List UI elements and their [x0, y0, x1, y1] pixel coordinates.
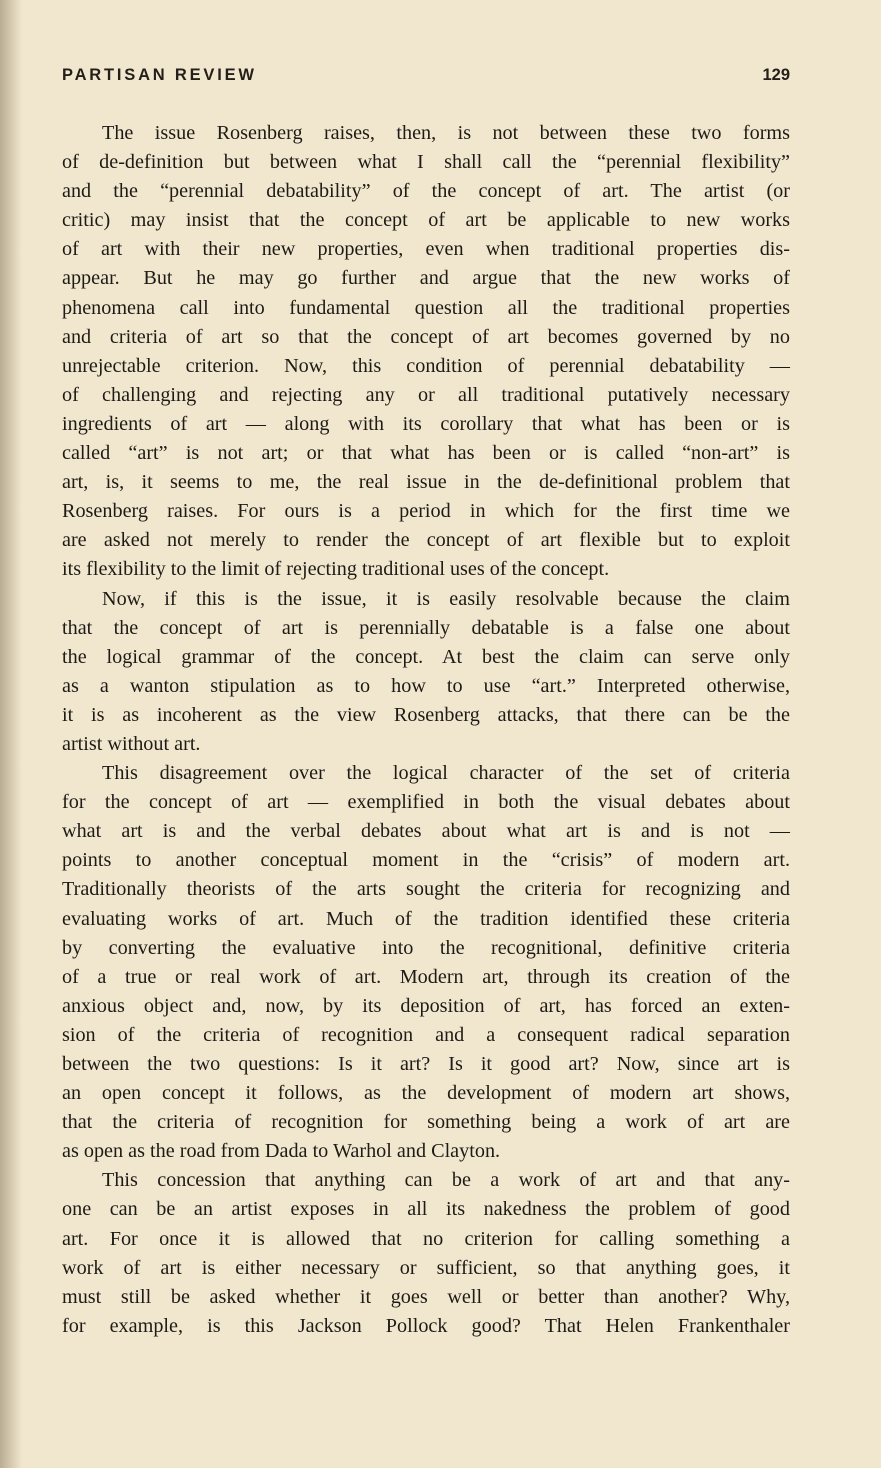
- text-line: must still be asked whether it goes well or better than another? Why,: [62, 1285, 790, 1308]
- text-line: called “art” is not art; or that what has been or is called “non-art” is: [62, 442, 790, 465]
- page-gutter-shadow: [0, 0, 22, 1468]
- text-line: art. For once it is allowed that no criterion for calling something a: [62, 1227, 790, 1250]
- text-line: it is as incoherent as the view Rosenberg attacks, that there can be the: [62, 703, 790, 726]
- text-line: phenomena call into fundamental question all the traditional properties: [62, 296, 790, 319]
- text-line: anxious object and, now, by its deposition of art, has forced an exten-: [62, 994, 790, 1017]
- text-line: Traditionally theorists of the arts sought the criteria for recognizing and: [62, 878, 790, 901]
- journal-title: PARTISAN REVIEW: [62, 66, 257, 84]
- text-line: art, is, it seems to me, the real issue in the de-definitional problem that: [62, 471, 790, 494]
- text-line: as a wanton stipulation as to how to use “art.” Interpreted otherwise,: [62, 674, 790, 697]
- text-line: an open concept it follows, as the development of modern art shows,: [62, 1082, 790, 1105]
- book-page: [62, 0, 790, 1468]
- text-line: artist without art.: [62, 732, 201, 755]
- text-line: of art with their new properties, even when traditional properties dis-: [62, 238, 790, 261]
- text-line: evaluating works of art. Much of the tradition identified these criteria: [62, 907, 790, 930]
- running-head: [62, 66, 790, 88]
- text-line: work of art is either necessary or sufficient, so that anything goes, it: [62, 1256, 790, 1279]
- text-line: what art is and the verbal debates about what art is and is not —: [62, 820, 790, 843]
- text-line: sion of the criteria of recognition and a consequent radical separation: [62, 1023, 790, 1046]
- text-line: Rosenberg raises. For ours is a period in which for the first time we: [62, 500, 790, 523]
- page-number: 129: [762, 66, 790, 84]
- text-line: ingredients of art — along with its corollary that what has been or is: [62, 412, 790, 435]
- text-line: for example, is this Jackson Pollock good? That Helen Frankenthaler: [62, 1314, 790, 1337]
- text-line: Now, if this is the issue, it is easily resolvable because the claim: [102, 587, 790, 610]
- text-line: of challenging and rejecting any or all traditional putatively necessary: [62, 383, 790, 406]
- text-line: that the concept of art is perennially debatable is a false one about: [62, 616, 790, 639]
- text-line: This disagreement over the logical character of the set of criteria: [102, 762, 790, 785]
- text-line: as open as the road from Dada to Warhol and Clayton.: [62, 1140, 501, 1163]
- text-line: by converting the evaluative into the recognitional, definitive criteria: [62, 936, 790, 959]
- text-line: of de-definition but between what I shall call the “perennial flexibility”: [62, 151, 790, 174]
- text-line: and criteria of art so that the concept of art becomes governed by no: [62, 325, 790, 348]
- text-line: appear. But he may go further and argue that the new works of: [62, 267, 790, 290]
- body-text: [62, 119, 790, 1341]
- text-line: that the criteria of recognition for something being a work of art are: [62, 1111, 790, 1134]
- text-line: are asked not merely to render the concept of art flexible but to exploit: [62, 529, 790, 552]
- text-line: unrejectable criterion. Now, this condition of perennial debatability —: [62, 354, 790, 377]
- text-line: its flexibility to the limit of rejecting traditional uses of the concept.: [62, 558, 610, 581]
- text-line: one can be an artist exposes in all its nakedness the problem of good: [62, 1198, 790, 1221]
- text-line: points to another conceptual moment in the “crisis” of modern art.: [62, 849, 790, 872]
- text-line: for the concept of art — exemplified in both the visual debates about: [62, 791, 790, 814]
- text-line: of a true or real work of art. Modern art, through its creation of the: [62, 965, 790, 988]
- text-line: between the two questions: Is it art? Is it good art? Now, since art is: [62, 1053, 790, 1075]
- text-line: This concession that anything can be a work of art and that any-: [102, 1169, 790, 1192]
- text-line: The issue Rosenberg raises, then, is not between these two forms: [102, 122, 790, 144]
- text-line: and the “perennial debatability” of the concept of art. The artist (or: [62, 180, 790, 203]
- text-line: the logical grammar of the concept. At best the claim can serve only: [62, 645, 790, 668]
- text-line: critic) may insist that the concept of art be applicable to new works: [62, 209, 790, 232]
